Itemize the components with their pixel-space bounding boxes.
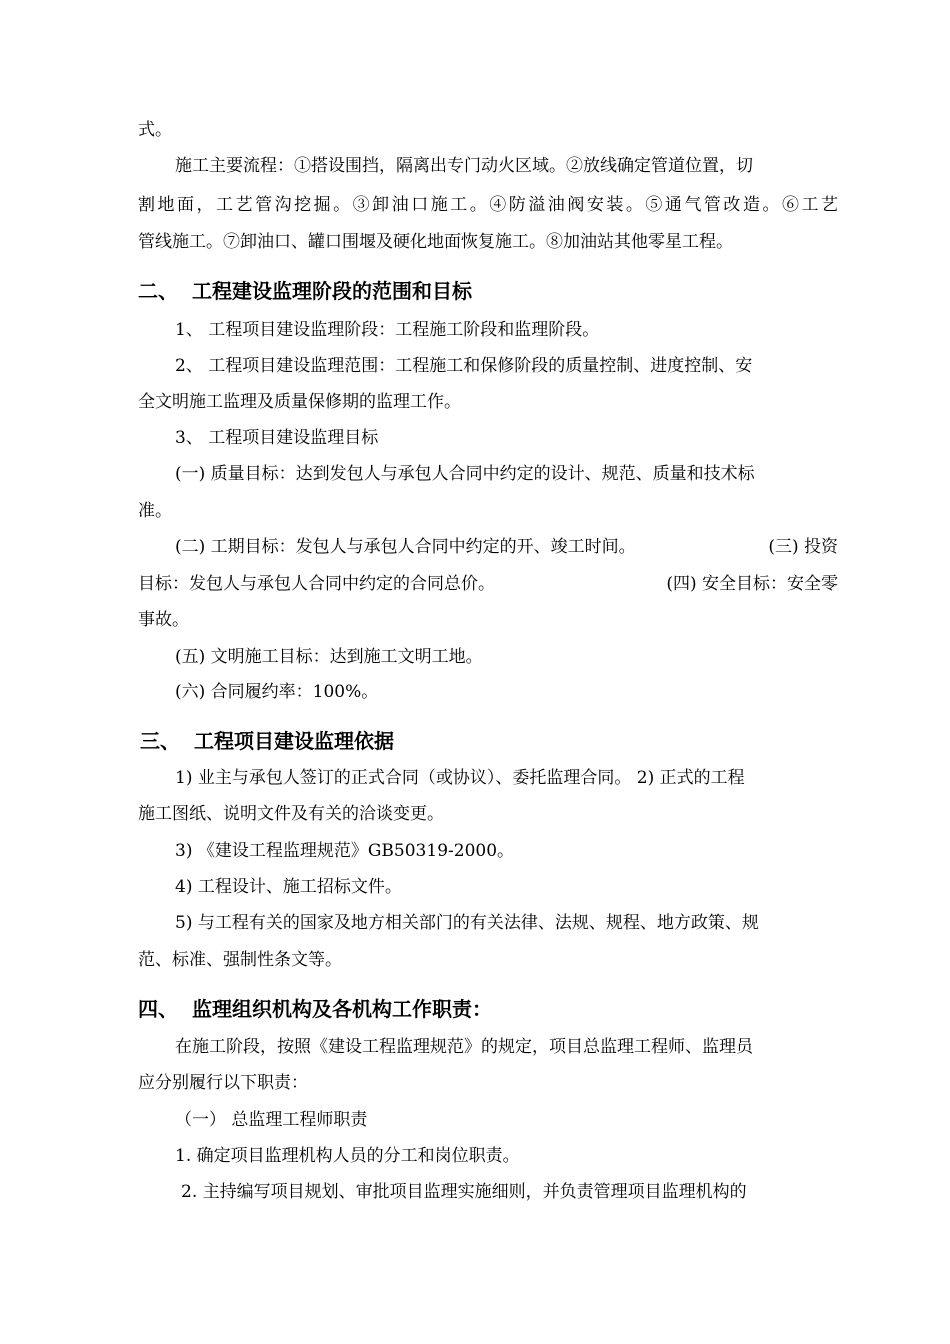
text-line: (四) 安全目标：安全零 — [666, 574, 838, 594]
text-line: 施工图纸、说明文件及有关的洽谈变更。 — [138, 804, 444, 824]
text-line: 5) 与工程有关的国家及地方相关部门的有关法律、法规、规程、地方政策、规 — [175, 913, 759, 933]
text-line: 准。 — [138, 501, 172, 521]
text-line: 1、 工程项目建设监理阶段：工程施工阶段和监理阶段。 — [175, 320, 600, 340]
text-line: 施工主要流程：①搭设围挡，隔离出专门动火区域。②放线确定管道位置，切 — [175, 156, 753, 176]
text-line: 应分别履行以下职责： — [138, 1073, 308, 1093]
section-heading-4 — [138, 995, 838, 1023]
text-line: 4) 工程设计、施工招标文件。 — [175, 877, 402, 897]
text-line: 1) 业主与承包人签订的正式合同（或协议）、委托监理合同。 2) 正式的工程 — [175, 768, 745, 788]
text-line: (二) 工期目标：发包人与承包人合同中约定的开、竣工时间。 — [175, 537, 636, 557]
section-number: 二、 — [138, 279, 178, 303]
section-number: 四、 — [138, 997, 178, 1021]
text-line: 式。 — [138, 120, 172, 140]
text-line: 事故。 — [138, 610, 189, 630]
section-heading-3 — [140, 727, 840, 755]
section-number: 三、 — [140, 729, 180, 753]
text-line: (五) 文明施工目标：达到施工文明工地。 — [175, 647, 483, 667]
text-line: (六) 合同履约率：100%。 — [175, 682, 379, 702]
text-line: 管线施工。⑦卸油口、罐口围堰及硬化地面恢复施工。⑧加油站其他零星工程。 — [138, 232, 733, 252]
text-line: 目标：发包人与承包人合同中约定的合同总价。 — [138, 574, 495, 594]
text-line: （一） 总监理工程师职责 — [175, 1110, 368, 1130]
text-line: 1. 确定项目监理机构人员的分工和岗位职责。 — [175, 1146, 520, 1166]
text-line: (一) 质量目标：达到发包人与承包人合同中约定的设计、规范、质量和技术标 — [175, 464, 755, 484]
text-line: 范、标准、强制性条文等。 — [138, 950, 342, 970]
text-line: 2. 主持编写项目规划、审批项目监理实施细则，并负责管理项目监理机构的 — [181, 1182, 747, 1202]
section-title: 工程项目建设监理依据 — [194, 729, 394, 753]
section-title: 工程建设监理阶段的范围和目标 — [192, 279, 472, 303]
text-line: 2、 工程项目建设监理范围：工程施工和保修阶段的质量控制、进度控制、安 — [175, 356, 753, 376]
text-line: 全文明施工监理及质量保修期的监理工作。 — [138, 392, 461, 412]
text-line: 3) 《建设工程监理规范》GB50319-2000。 — [175, 841, 515, 861]
section-heading-2 — [138, 277, 838, 305]
text-line: (三) 投资 — [768, 537, 838, 557]
text-line: 3、 工程项目建设监理目标 — [175, 428, 379, 448]
text-line: 割地面，工艺管沟挖掘。③卸油口施工。④防溢油阀安装。⑤通气管改造。⑥工艺 — [138, 195, 838, 215]
section-title: 监理组织机构及各机构工作职责： — [192, 997, 492, 1021]
text-line: 在施工阶段，按照《建设工程监理规范》的规定，项目总监理工程师、监理员 — [175, 1037, 753, 1057]
